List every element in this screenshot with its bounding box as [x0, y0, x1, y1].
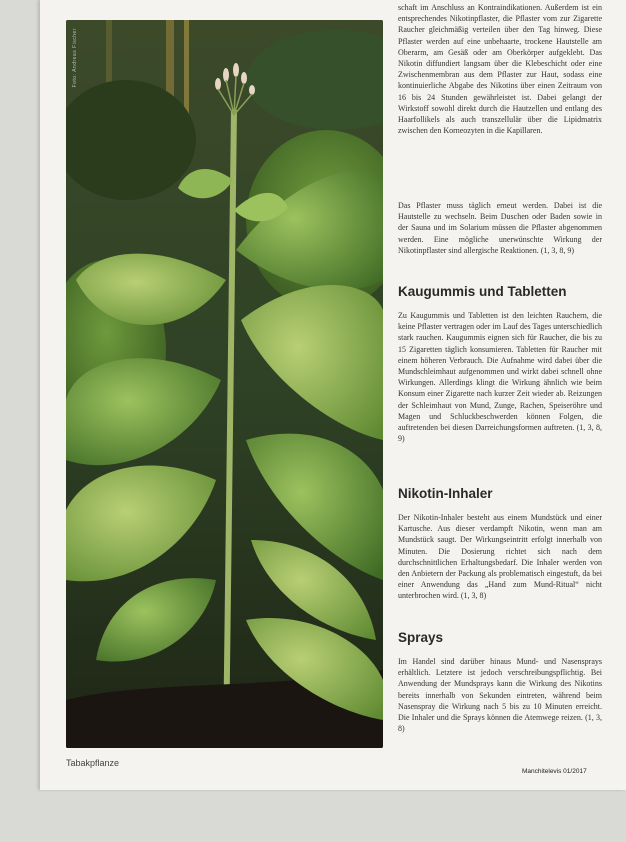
- kaugummis-paragraph-block: [398, 310, 602, 444]
- page-footer: Manchitelevis 01/2017: [522, 768, 587, 775]
- heading-inhaler: Nikotin-Inhaler: [398, 486, 493, 501]
- inhaler-paragraph: Der Nikotin-Inhaler besteht aus einem Mundstück und einer Kartusche. Aus dieser verdampft Nikotin, wenn man am Mundstück saugt. Der Wirkungseintritt erfolgt innerhalb von Minuten. Die Dosierung richtet sich nach dem durchschnittlichen Erhaltungsbedarf. Die Inhaler werden von den Anbietern der Packung als problematisch eingestuft, da bei einer Anwendung das „Hand zum Mund-Ritual“ nicht unterbrochen wird. (1, 3, 8): [398, 513, 602, 601]
- intro-paragraph-block: [398, 2, 602, 136]
- sprays-paragraph-block: [398, 656, 602, 734]
- tobacco-plant-image: [66, 20, 383, 748]
- tobacco-plant-photo: [66, 20, 383, 748]
- sprays-paragraph: Im Handel sind darüber hinaus Mund- und Nasensprays erhältlich. Letztere ist jedoch verschreibungspflichtig. Bei Anwendung der Mundsprays kann die Wirkung des Nikotins bereits innerhalb von Sekunden eintreten, während beim Nasenspray die Wirkung nach 5 bis zu 10 Minuten erreicht. Die Inhaler und die Sprays können die Atemwege reizen. (1, 3, 8): [398, 657, 602, 734]
- pflaster-paragraph: Das Pflaster muss täglich erneut werden. Dabei ist die Hautstelle zu wechseln. Beim Duschen oder Baden sowie in der Sauna und im Solarium müssen die Pflaster abgenommen werden. Eine mögliche unerwünschte Wirkung der Nikotinpflaster sind allergische Reaktionen. (1, 3, 8, 9): [398, 201, 602, 255]
- photo-caption: Tabakpflanze: [66, 758, 120, 768]
- inhaler-paragraph-block: [398, 512, 602, 602]
- heading-kaugummis: Kaugummis und Tabletten: [398, 284, 567, 299]
- kaugummis-paragraph: Zu Kaugummis und Tabletten ist den leichten Rauchern, die keine Pflaster vertragen oder im Lauf des Tages unterschiedlich stark rauchen. Kaugummis eignen sich für Raucher, die bis zu 15 Zigaretten täglich konsumieren. Tabletten für Raucher mit einem höheren Verbrauch. Die Aufnahme wird dabei über die Mundschleimhaut aufgenommen und wirkt dabei schnell ohne Wirkungen. Allerdings klingt die Wirkung ähnlich wie beim Konsum einer Zigarette nach kurzer Zeit wieder ab. Reizungen der Schleimhaut von Mund, Zunge, Rachen, Speiseröhre und Magen und Schluckbeschwerden können Folgen, die auftretenden bei diesen Darreichungsformen auftreten. (1, 3, 8, 9): [398, 311, 602, 444]
- intro-paragraph: schaft im Anschluss an Kontraindikationen. Außerdem ist ein entsprechendes Nikotinpflaster, die Pflaster vom zur Zigarette Raucher gleichmäßig verteilen über den Tag hinweg. Diese Pflaster werden auf eine unbehaarte, trockene Hautstelle am Oberarm, am Gesäß oder am Oberkörper aufgeklebt. Das Nikotin diffundiert langsam über die Klebeschicht oder eine Zwischenmembran aus dem Pflaster zur Haut, sodass eine kontinuierliche Abgabe des Nikotins über einen Zeitraum von 16 bis 24 Stunden gewährleistet ist. Dabei gelangt der Wirkstoff sowohl direkt durch die Hautzellen und entlang des Haarfollikels als auch transzellulär über die Lipidmatrix zwischen den Korneozyten in die Kapillaren.: [398, 3, 602, 136]
- heading-sprays: Sprays: [398, 630, 444, 645]
- photo-credit: Foto: Andreas Fischer: [72, 28, 78, 88]
- pflaster-paragraph-block: [398, 200, 602, 256]
